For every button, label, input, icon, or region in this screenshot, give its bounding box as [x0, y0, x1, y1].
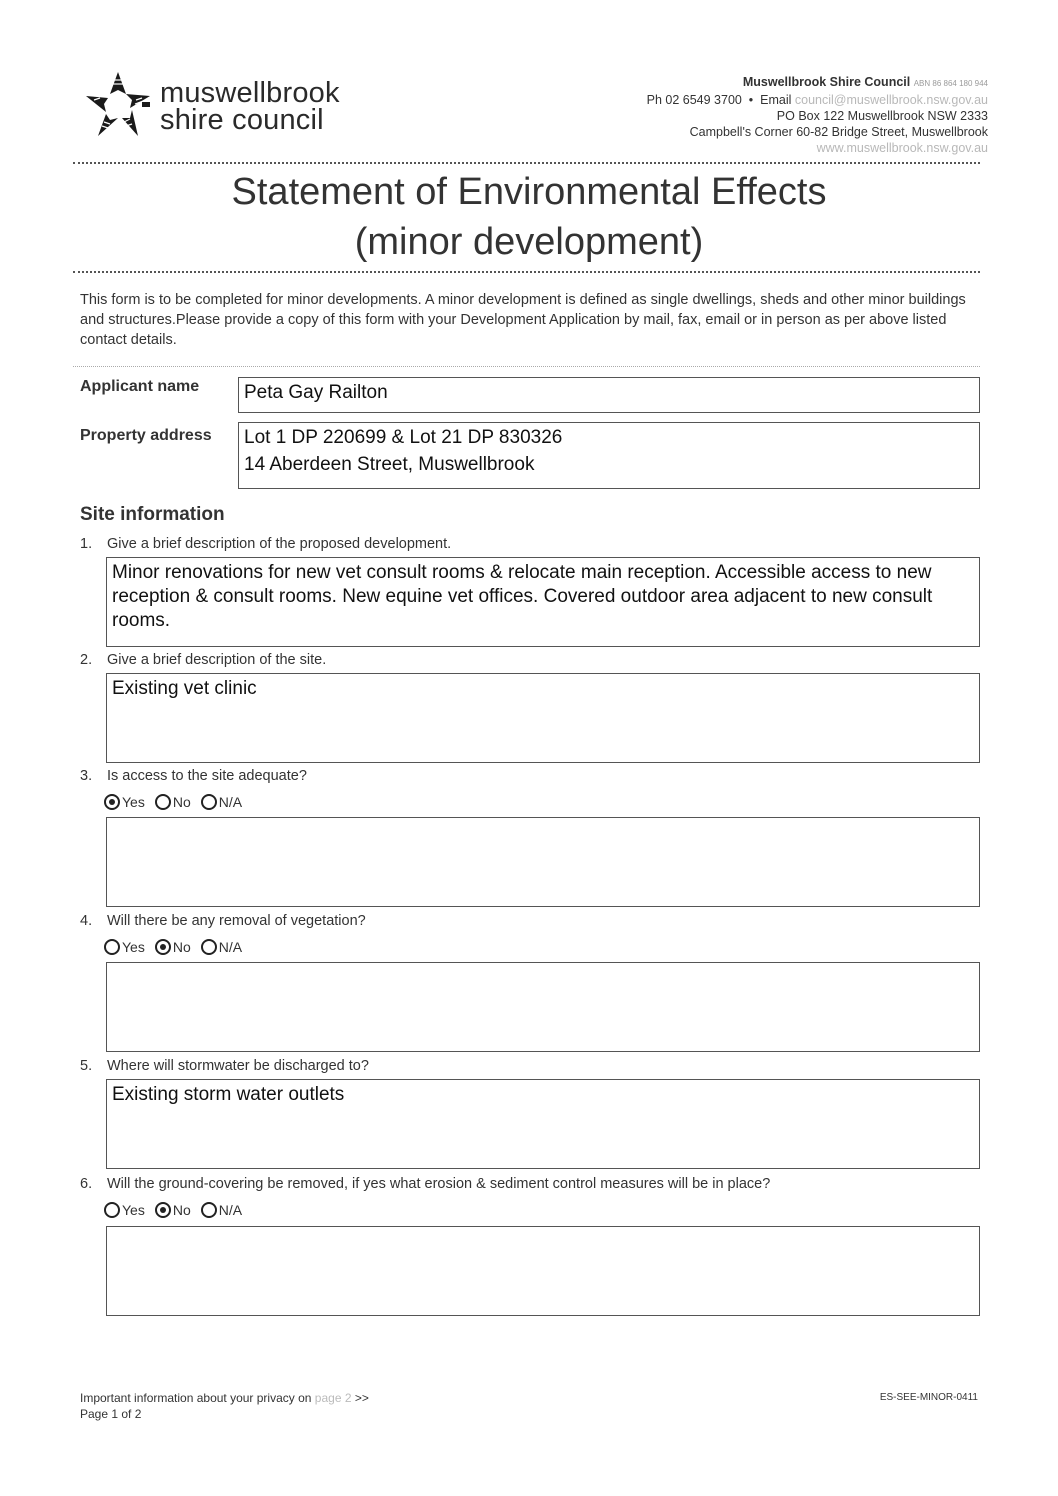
question-4-na-radio[interactable] [201, 939, 242, 955]
question-5-number: 5. [80, 1058, 93, 1074]
page-number: Page 1 of 2 [80, 1407, 142, 1421]
question-6-answer [107, 1227, 979, 1233]
question-3-answer-field[interactable] [106, 817, 980, 907]
question-5-answer-field[interactable] [106, 1079, 980, 1169]
question-4-answer [107, 963, 979, 969]
council-email-link[interactable]: council@muswellbrook.nsw.gov.au [794, 93, 988, 107]
question-1-number: 1. [80, 536, 93, 552]
radio-label-yes: Yes [122, 1202, 145, 1218]
council-phone: Ph 02 6549 3700 [646, 93, 742, 107]
page-footer [80, 1390, 369, 1422]
council-street-address: Campbell's Corner 60-82 Bridge Street, Muswellbrook [689, 125, 988, 139]
council-logo [80, 66, 370, 146]
question-5-text: Where will stormwater be discharged to? [107, 1058, 369, 1074]
form-code: ES-SEE-MINOR-0411 [879, 1392, 978, 1403]
title-divider [73, 271, 980, 273]
question-4-yes-radio[interactable] [104, 939, 145, 955]
applicant-name-field[interactable] [238, 377, 980, 413]
question-2-answer: Existing vet clinic [112, 678, 257, 699]
question-2-answer-field[interactable] [106, 673, 980, 763]
question-2 [80, 652, 326, 668]
question-6 [80, 1176, 770, 1192]
question-3-na-radio[interactable] [201, 794, 242, 810]
council-logo-icon [80, 68, 156, 144]
radio-empty-icon [201, 794, 217, 810]
question-1-text: Give a brief description of the proposed development. [107, 536, 452, 552]
radio-label-na: N/A [218, 1202, 243, 1218]
radio-label-yes: Yes [122, 794, 145, 810]
question-3-options [104, 794, 252, 810]
council-website-link[interactable]: www.muswellbrook.nsw.gov.au [816, 141, 988, 155]
intro-text: This form is to be completed for minor developments. A minor development is defined as single dwellings, sheds and other minor buildings and structures.Please provide a copy of this form with your Development Application by mail, fax, email or in person as per above listed contact details. [80, 292, 966, 348]
form-title: Statement of Environmental Effects [231, 171, 827, 213]
radio-empty-icon [201, 939, 217, 955]
radio-label-no: No [172, 794, 191, 810]
question-6-answer-field[interactable] [106, 1226, 980, 1316]
question-1-answer: Minor renovations for new vet consult rooms & relocate main reception. Accessible access to new reception & consult rooms. New equine vet offices. Covered outdoor area adjacent to new consult rooms. [112, 562, 933, 631]
form-subtitle: (minor development) [354, 221, 704, 263]
property-address-line-2: 14 Aberdeen Street, Muswellbrook [244, 454, 535, 475]
question-4-text: Will there be any removal of vegetation? [107, 913, 366, 929]
property-address-line-1: Lot 1 DP 220699 & Lot 21 DP 830326 [244, 427, 563, 448]
question-6-options [104, 1202, 252, 1218]
privacy-arrows: >> [354, 1391, 369, 1405]
council-name: Muswellbrook Shire Council [742, 75, 911, 89]
radio-empty-icon [104, 1202, 120, 1218]
radio-selected-icon [155, 939, 171, 955]
question-3-number: 3. [80, 768, 93, 784]
radio-selected-icon [155, 1202, 171, 1218]
question-6-no-radio[interactable] [155, 1202, 191, 1218]
question-2-number: 2. [80, 652, 93, 668]
intro-divider [73, 366, 980, 367]
property-address-field[interactable] [238, 422, 980, 489]
question-1 [80, 536, 451, 552]
privacy-text: Important information about your privacy on [80, 1391, 312, 1405]
council-logo-text [160, 77, 340, 136]
contact-details: Muswellbrook Shire Council ABN 86 864 180 944 Ph 02 6549 3700 • Email council@muswellbrook.nsw.gov.au PO Box 122 Muswellbrook NSW 2333 Campbell's Corner 60-82 Bridge Street, Muswellbrook www.muswellbrook.nsw.gov.au [568, 74, 988, 156]
question-6-na-radio[interactable] [201, 1202, 242, 1218]
radio-label-na: N/A [218, 794, 243, 810]
question-3-answer [107, 818, 979, 824]
email-label: Email [760, 93, 792, 107]
radio-label-no: No [172, 939, 191, 955]
question-5 [80, 1058, 369, 1074]
question-4-answer-field[interactable] [106, 962, 980, 1052]
property-address-label: Property address [80, 427, 212, 444]
radio-empty-icon [201, 1202, 217, 1218]
question-5-answer: Existing storm water outlets [112, 1084, 345, 1105]
question-3-yes-radio[interactable] [104, 794, 145, 810]
council-abn: ABN 86 864 180 944 [913, 79, 988, 88]
radio-selected-icon [104, 794, 120, 810]
header-divider [73, 162, 980, 164]
site-information-heading: Site information [80, 504, 225, 525]
applicant-name-value: Peta Gay Railton [244, 382, 388, 403]
radio-empty-icon [104, 939, 120, 955]
council-po-box: PO Box 122 Muswellbrook NSW 2333 [776, 109, 988, 123]
privacy-page-link[interactable]: page 2 [314, 1391, 352, 1405]
question-6-number: 6. [80, 1176, 93, 1192]
question-3-no-radio[interactable] [155, 794, 191, 810]
question-3 [80, 768, 307, 784]
question-4 [80, 913, 366, 929]
logo-line-2: shire council [160, 104, 324, 136]
question-4-number: 4. [80, 913, 93, 929]
logo-line-1: muswellbrook [160, 77, 340, 109]
radio-label-yes: Yes [122, 939, 145, 955]
radio-empty-icon [155, 794, 171, 810]
question-6-text: Will the ground-covering be removed, if yes what erosion & sediment control measures will be in place? [107, 1176, 771, 1192]
question-4-options [104, 939, 252, 955]
applicant-name-label: Applicant name [80, 378, 200, 395]
radio-label-no: No [172, 1202, 191, 1218]
question-3-text: Is access to the site adequate? [107, 768, 307, 784]
question-1-answer-field[interactable] [106, 557, 980, 647]
question-2-text: Give a brief description of the site. [107, 652, 327, 668]
question-6-yes-radio[interactable] [104, 1202, 145, 1218]
radio-label-na: N/A [218, 939, 243, 955]
question-4-no-radio[interactable] [155, 939, 191, 955]
